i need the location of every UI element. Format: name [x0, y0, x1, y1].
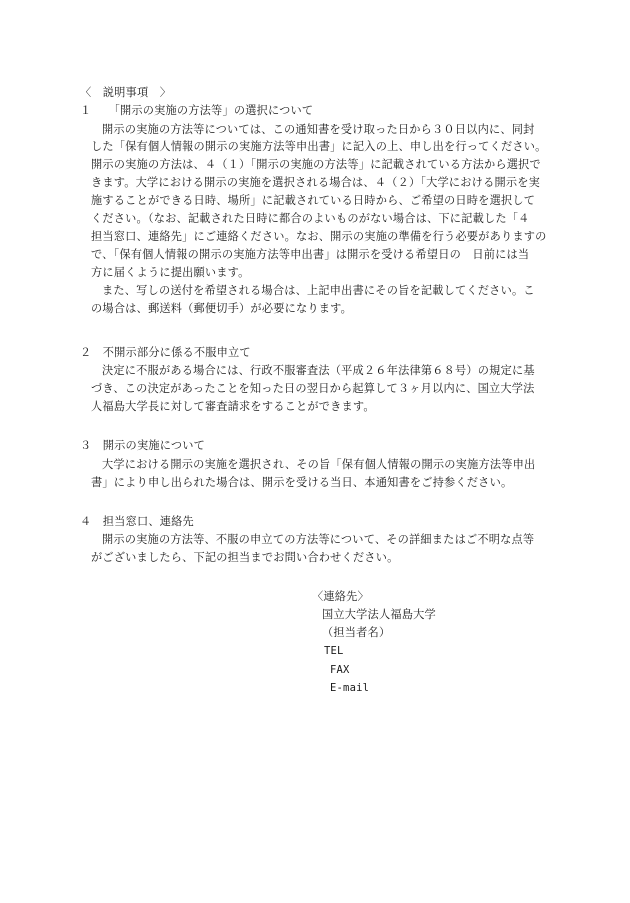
- section-2-line: づき、この決定があったことを知った日の翌日から起算して３ヶ月以内に、国立大学法: [91, 382, 535, 395]
- section-1-line: 施することができる日時、場所」に記載されている日時から、ご希望の日時を選択して: [91, 194, 536, 207]
- section-4-line: 開示の実施の方法等、不服の申立ての方法等について、その詳細またはご不明な点等: [102, 533, 535, 546]
- contact-tel: TEL: [324, 645, 344, 657]
- contact-heading: 〈連絡先〉: [312, 590, 369, 603]
- contact-email: E-mail: [330, 682, 370, 694]
- section-1-line: で、「保有個人情報の開示の実施方法等申出書」は開示を受ける希望日の 日前には当: [91, 248, 530, 261]
- section-1-line: 方に届くように提出願います。: [91, 266, 250, 279]
- section-2-line: 決定に不服がある場合には、行政不服審査法（平成２６年法律第６８号）の規定に基: [102, 364, 535, 377]
- section-1-line: 開示の実施の方法等については、この通知書を受け取った日から３０日以内に、同封: [102, 123, 535, 136]
- contact-fax: FAX: [330, 664, 350, 676]
- contact-person: （担当者名）: [322, 626, 391, 639]
- section-1-line: した「保有個人情報の開示の実施方法等申出書」に記入の上、申し出を行ってください。: [91, 140, 547, 153]
- section-1-line: ください。（なお、記載された日時に都合のよいものがない場合は、下に記載した「４: [91, 212, 530, 225]
- section-3-line: 書」により申し出られた場合は、開示を受ける当日、本通知書をご持参ください。: [91, 476, 513, 489]
- contact-organization: 国立大学法人福島大学: [322, 608, 436, 621]
- section-2-title: ２ 不開示部分に係る不服申立て: [80, 346, 251, 359]
- section-1-line: 開示の実施の方法は、４（１）「開示の実施の方法等」に記載されている方法から選択で: [91, 158, 541, 171]
- section-3-title: ３ 開示の実施について: [80, 439, 206, 452]
- section-1-line: の場合は、郵送料（郵便切手）が必要になります。: [91, 302, 353, 315]
- section-2-line: 人福島大学長に対して審査請求をすることができます。: [91, 400, 375, 413]
- section-1-line: きます。大学における開示の実施を選択される場合は、４（２）「大学における開示を実: [91, 176, 541, 189]
- section-1-title: １ 「開示の実施の方法等」の選択について: [80, 104, 314, 117]
- section-4-line: がございましたら、下記の担当までお問い合わせください。: [91, 551, 399, 564]
- explanation-header: 〈 説明事項 〉: [80, 86, 172, 99]
- section-1-line: 担当窓口、連絡先」にご連絡ください。なお、開示の実施の準備を行う必要がありますの: [91, 230, 547, 243]
- section-3-line: 大学における開示の実施を選択され、その旨「保有個人情報の開示の実施方法等申出: [102, 458, 536, 471]
- section-4-title: ４ 担当窓口、連絡先: [80, 515, 194, 528]
- section-1-line: また、写しの送付を希望される場合は、上記申出書にその旨を記載してください。こ: [102, 284, 535, 297]
